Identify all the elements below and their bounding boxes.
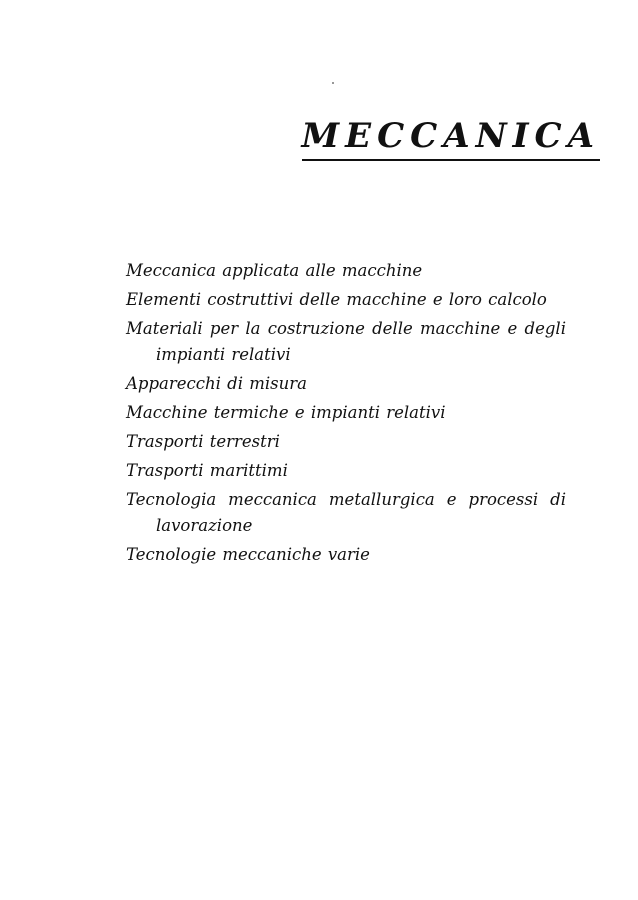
list-item: Apparecchi di misura [126,374,307,393]
page-title: MECCANICA [302,117,600,161]
list-item: Meccanica applicata alle macchine [126,261,423,280]
list-item: Elementi costruttivi delle macchine e loro calcolo [126,290,547,309]
list-item: Trasporti terrestri [126,432,280,451]
list-item: Tecnologia meccanica metallurgica e processi di lavorazione [126,490,566,535]
title-block [302,94,600,184]
list-item: Trasporti marittimi [126,461,288,480]
list-item: Tecnologie meccaniche varie [126,545,370,564]
print-speck [332,82,334,84]
list-item: Materiali per la costruzione delle macchine e degli impianti relativi [126,319,566,364]
list-item: Macchine termiche e impianti relativi [126,403,446,422]
contents-list [126,258,566,571]
